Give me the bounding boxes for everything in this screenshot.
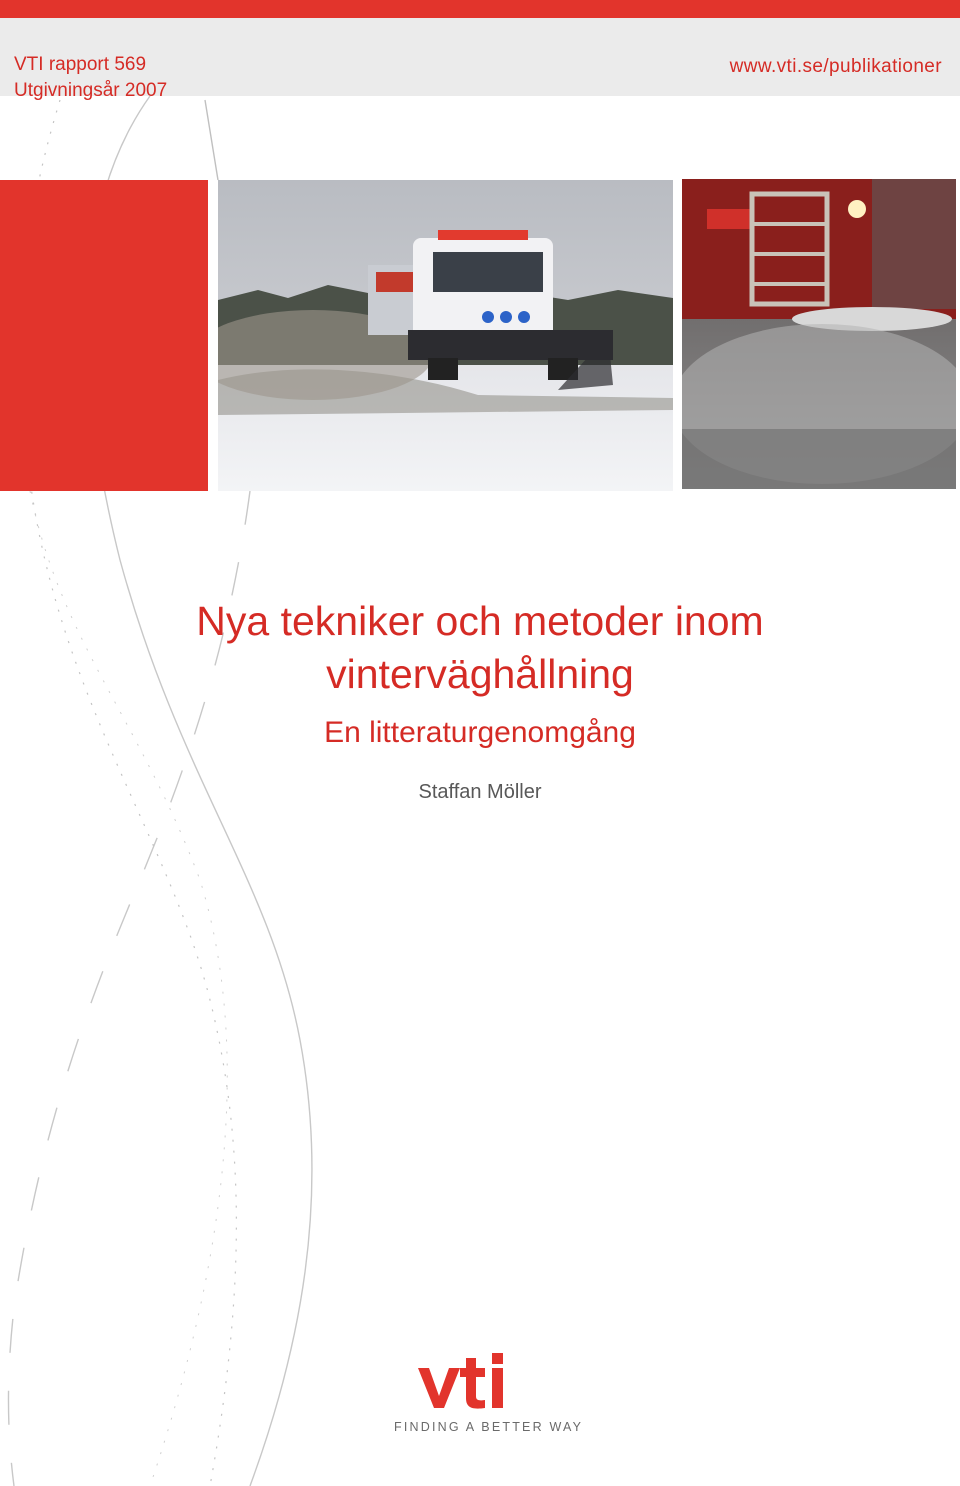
report-title-line-1: Nya tekniker och metoder inom [196,598,764,644]
snowplow-photo [218,180,673,491]
report-subtitle: En litteraturgenomgång [324,716,636,749]
red-accent-block [0,180,208,491]
report-number: VTI rapport 569 [14,54,147,75]
spreader-truck-photo [682,179,956,489]
publication-year: Utgivningsår 2007 [14,80,168,101]
author-name: Staffan Möller [418,781,542,803]
publications-link[interactable]: www.vti.se/publikationer [729,56,942,77]
vti-logo-wordmark [418,1352,508,1410]
report-title-line-2: vinterväghållning [326,651,634,697]
logo-tagline: FINDING A BETTER WAY [394,1420,584,1434]
